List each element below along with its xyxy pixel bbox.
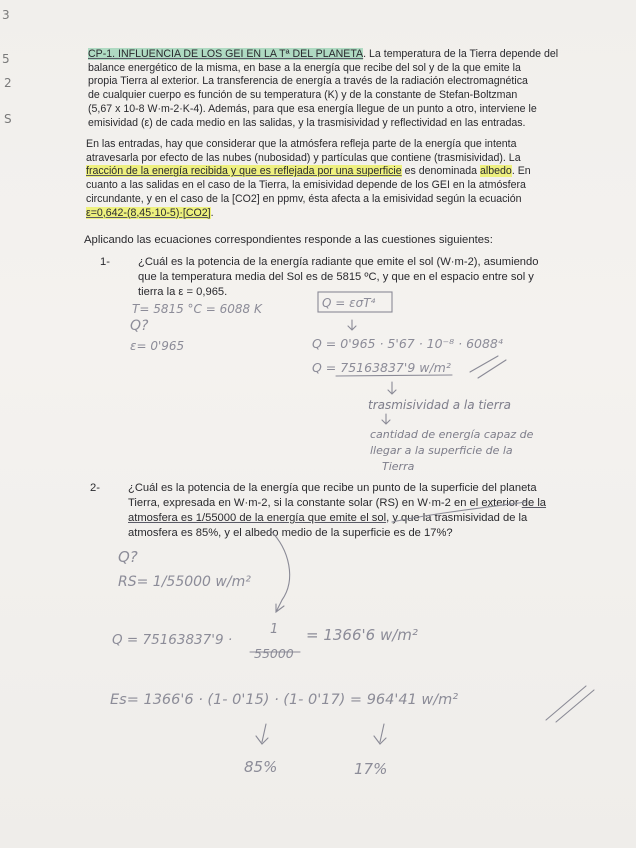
result-underline: [336, 375, 452, 376]
down-arrow-icon: [256, 724, 268, 744]
margin-mark: S: [4, 112, 12, 126]
intro-line: En las entradas, hay que considerar que la atmósfera refleja parte de la energía que intenta: [86, 138, 517, 150]
hand-q-unknown: Q?: [130, 318, 149, 334]
curved-arrow-icon: [270, 530, 290, 612]
hand-q2-result: = 1366'6 w/m²: [306, 626, 418, 644]
hand-85-percent: 85%: [244, 758, 278, 776]
albedo-definition-line: fracción de la energía recibida y que es reflejada por una superficie es denominada albedo. En: [86, 165, 531, 178]
hand-final-equation: Es= 1366'6 · (1- 0'15) · (1- 0'17) = 964'41 w/m²: [110, 692, 459, 708]
intro-line: propia Tierra al exterior. La transferencia de energía a través de la radiación electromagnética: [88, 75, 528, 88]
hand-emissivity: ε= 0'965: [130, 339, 185, 353]
margin-mark: 3: [2, 8, 10, 22]
hand-note-transmissivity: trasmisividad a la tierra: [368, 398, 512, 412]
double-slash-mark: [470, 356, 506, 378]
solar-constant-phrase: atmosfera es 1/55000 de la energía que emite el sol: [128, 512, 387, 524]
formula-box: [318, 292, 392, 312]
hand-note-line: llegar a la superficie de la: [370, 444, 513, 457]
hand-temperature: T= 5815 °C = 6088 K: [132, 302, 262, 316]
emissivity-equation-line: ε=0,642-(8,45·10-5)·[CO2].: [86, 206, 214, 219]
down-arrow-icon: [374, 724, 386, 744]
down-arrow-icon: [388, 382, 396, 394]
margin-mark: 5: [2, 52, 10, 66]
hand-q1-result: Q = 75163837'9 w/m²: [312, 360, 451, 375]
albedo-term-highlight: albedo: [480, 165, 512, 178]
intro-line: cuanto a las salidas en el caso de la Tierra, la emisividad depende de los GEI en la atmósfera: [86, 179, 526, 192]
instructions-line: Aplicando las ecuaciones correspondientes responde a las cuestiones siguientes:: [84, 234, 493, 246]
intro-line: emisividad (ε) de cada medio en las salidas, y la trasmisividad y reflectividad en las entradas.: [88, 116, 526, 129]
question-1-text: ¿Cuál es la potencia de la energía radiante que emite el sol (W·m-2), asumiendo que la temperatura media del Sol es de 5815 ºC, y que en el espacio entre sol y tierra la ε = 0,965.: [138, 256, 539, 298]
intro-line: de cualquier cuerpo es función de su temperatura (K) y de la constante de Stefan-Boltzman: [88, 89, 518, 102]
hand-17-percent: 17%: [354, 760, 388, 778]
intro-paragraph-1: CP-1. INFLUENCIA DE LOS GEI EN LA Tª DEL PLANETA. La temperatura de la Tierra depende del balance energético de la misma, en base a la energía que recibe del sol y de la que emite la propia Tierra al exterior. La transferencia de energía a través de la radiación electromagnética de cualquier cuerpo es función de su temperatura (K) y de la constante de Stefan-Boltzman (5,67 x 10-8 W·m-2·K-4). Además, para que esa energía llegue de un punto a otro, interviene le emisividad (ε) de cada medio en las salidas, y la trasmisividad y reflectividad en las entradas.: [88, 48, 608, 130]
hand-q2-calc: Q = 75163837'9 ·: [112, 632, 233, 648]
hand-formula: Q = εσT⁴: [322, 296, 376, 310]
question-2-text: ¿Cuál es la potencia de la energía que recibe un punto de la superficie del planeta Tierra, expresada en W·m-2, si la constante solar (RS) en W·m-2 en el exterior de la atmosfera es 1/55000 de la energía que emite el sol, y que la trasmisividad de la atmosfera es 85%, y el albedo medio de la superficie es de 17%?: [128, 482, 547, 539]
hand-note-line: cantidad de energía capaz de: [370, 428, 534, 441]
hand-note-line: Tierra: [382, 460, 415, 473]
intro-line: circundante, y en el caso de la [CO2] en ppmv, ésta afecta a la emisividad según la ecuación: [86, 192, 522, 205]
hand-q2-unknown: Q?: [118, 548, 138, 566]
hand-q1-calculation: Q = 0'965 · 5'67 · 10⁻⁸ · 6088⁴: [312, 336, 503, 351]
double-slash-mark: [546, 686, 594, 722]
intro-line: balance energético de la misma, en base a la energía que recibe del sol y de la que emite la: [88, 61, 521, 74]
question-1-number: 1-: [100, 256, 110, 268]
down-arrow-icon: [348, 320, 356, 330]
intro-line: atravesarla por efecto de las nubes (nubosidad) y partículas que contiene (trasmisividad). La: [86, 151, 521, 164]
question-2-number: 2-: [90, 482, 100, 494]
hand-underline: [392, 502, 526, 522]
intro-line: (5,67 x 10-8 W·m-2·K-4). Además, para que esa energía llegue de un punto a otro, interviene le: [88, 102, 537, 115]
albedo-definition-highlight: fracción de la energía recibida y que es reflejada por una superficie: [86, 165, 402, 178]
emissivity-equation-highlight: ε=0,642-(8,45·10-5)·[CO2]: [86, 206, 211, 219]
margin-mark: 2: [4, 76, 12, 90]
hand-fraction-denominator: 55000: [254, 646, 294, 661]
hand-solar-constant: RS= 1/55000 w/m²: [118, 574, 251, 590]
hand-fraction-numerator: 1: [270, 622, 279, 637]
down-arrow-icon: [382, 414, 390, 424]
section-heading: CP-1. INFLUENCIA DE LOS GEI EN LA Tª DEL PLANETA: [88, 48, 364, 60]
